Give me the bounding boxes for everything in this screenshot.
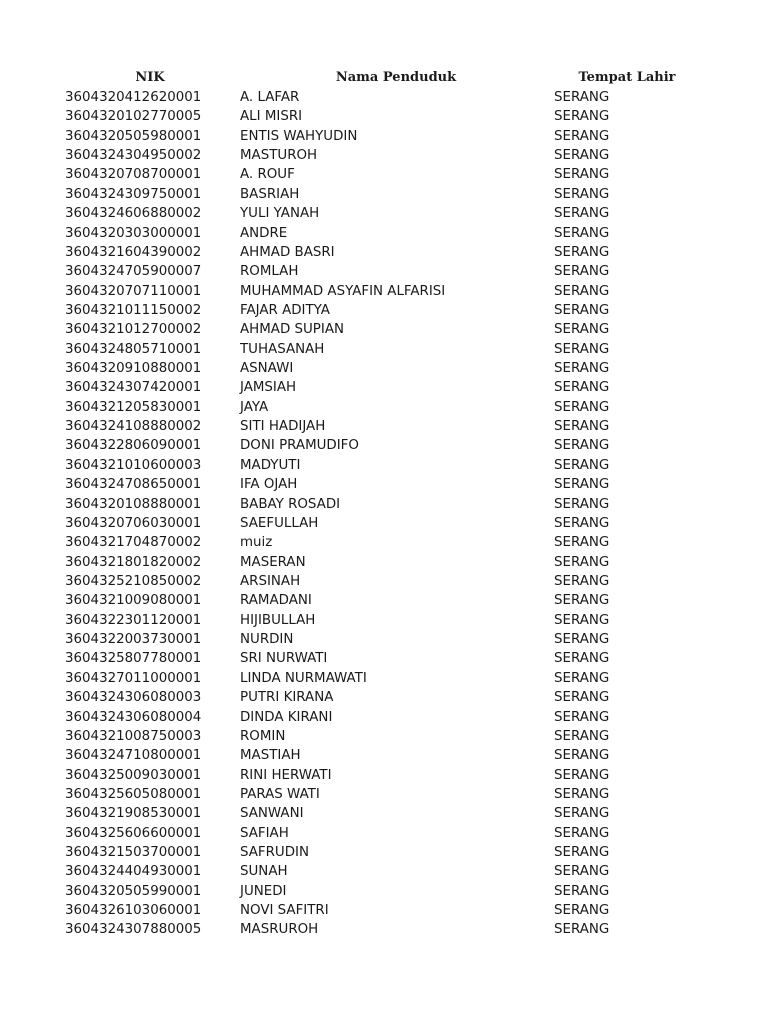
cell-tempat-lahir: SERANG bbox=[554, 109, 610, 125]
cell-nama-penduduk: JAMSIAH bbox=[240, 380, 297, 396]
resident-table bbox=[0, 68, 768, 940]
cell-nama-penduduk: YULI YANAH bbox=[240, 206, 320, 222]
cell-nama-penduduk: MADYUTI bbox=[240, 457, 301, 473]
cell-tempat-lahir: SERANG bbox=[554, 167, 610, 183]
table-row bbox=[0, 766, 768, 785]
cell-nama-penduduk: SANWANI bbox=[240, 806, 304, 822]
cell-nama-penduduk: BABAY ROSADI bbox=[240, 496, 341, 512]
table-body bbox=[0, 88, 768, 940]
table-row bbox=[0, 611, 768, 630]
cell-tempat-lahir: SERANG bbox=[554, 690, 610, 706]
cell-nik: 3604324307420001 bbox=[65, 380, 202, 396]
table-row bbox=[0, 359, 768, 378]
cell-tempat-lahir: SERANG bbox=[554, 90, 610, 105]
cell-tempat-lahir: SERANG bbox=[554, 632, 610, 648]
cell-nik: 3604320108880001 bbox=[65, 496, 202, 512]
cell-nama-penduduk: AHMAD SUPIAN bbox=[240, 322, 345, 338]
cell-nama-penduduk: RAMADANI bbox=[240, 593, 312, 609]
cell-tempat-lahir: SERANG bbox=[554, 883, 610, 899]
cell-nik: 3604324606880002 bbox=[65, 206, 202, 222]
cell-nik: 3604321205830001 bbox=[65, 399, 202, 415]
cell-nama-penduduk: SAFRUDIN bbox=[240, 845, 309, 861]
cell-tempat-lahir: SERANG bbox=[554, 361, 610, 377]
cell-nama-penduduk: SAFIAH bbox=[240, 825, 289, 841]
table-row bbox=[0, 708, 768, 727]
cell-nik: 3604320102770005 bbox=[65, 109, 202, 125]
cell-tempat-lahir: SERANG bbox=[554, 767, 610, 783]
cell-tempat-lahir: SERANG bbox=[554, 515, 610, 531]
cell-tempat-lahir: SERANG bbox=[554, 477, 610, 493]
cell-tempat-lahir: SERANG bbox=[554, 612, 610, 628]
cell-tempat-lahir: SERANG bbox=[554, 322, 610, 338]
table-row bbox=[0, 514, 768, 533]
cell-tempat-lahir: SERANG bbox=[554, 825, 610, 841]
cell-nik: 3604325606600001 bbox=[65, 825, 202, 841]
cell-nama-penduduk: A. ROUF bbox=[240, 167, 295, 183]
cell-tempat-lahir: SERANG bbox=[554, 264, 610, 280]
cell-tempat-lahir: SERANG bbox=[554, 206, 610, 222]
cell-tempat-lahir: SERANG bbox=[554, 922, 610, 938]
column-header-nik: NIK bbox=[135, 70, 165, 85]
cell-nik: 3604320505980001 bbox=[65, 128, 202, 144]
table-row bbox=[0, 282, 768, 301]
table-row bbox=[0, 804, 768, 823]
cell-nama-penduduk: FAJAR ADITYA bbox=[240, 302, 330, 318]
table-row bbox=[0, 417, 768, 436]
cell-nik: 3604327011000001 bbox=[65, 670, 202, 686]
cell-tempat-lahir: SERANG bbox=[554, 845, 610, 861]
cell-nama-penduduk: MASTUROH bbox=[240, 148, 318, 164]
table-row bbox=[0, 262, 768, 281]
cell-tempat-lahir: SERANG bbox=[554, 806, 610, 822]
cell-nama-penduduk: MASTIAH bbox=[240, 748, 301, 764]
cell-tempat-lahir: SERANG bbox=[554, 225, 610, 241]
cell-tempat-lahir: SERANG bbox=[554, 728, 610, 744]
cell-tempat-lahir: SERANG bbox=[554, 535, 610, 551]
cell-nama-penduduk: NOVI SAFITRI bbox=[240, 903, 329, 919]
cell-tempat-lahir: SERANG bbox=[554, 864, 610, 880]
cell-tempat-lahir: SERANG bbox=[554, 573, 610, 589]
table-row bbox=[0, 185, 768, 204]
cell-nama-penduduk: IFA OJAH bbox=[240, 477, 298, 493]
table-row bbox=[0, 533, 768, 552]
cell-nama-penduduk: A. LAFAR bbox=[240, 90, 300, 105]
cell-nik: 3604324108880002 bbox=[65, 419, 202, 435]
cell-tempat-lahir: SERANG bbox=[554, 380, 610, 396]
table-row bbox=[0, 572, 768, 591]
cell-nama-penduduk: PUTRI KIRANA bbox=[240, 690, 334, 706]
cell-nama-penduduk: NURDIN bbox=[240, 632, 294, 648]
cell-nik: 3604324710800001 bbox=[65, 748, 202, 764]
cell-nik: 3604324705900007 bbox=[65, 264, 202, 280]
cell-tempat-lahir: SERANG bbox=[554, 148, 610, 164]
cell-nik: 3604324307880005 bbox=[65, 922, 202, 938]
cell-nama-penduduk: ARSINAH bbox=[240, 573, 301, 589]
table-row bbox=[0, 398, 768, 417]
table-row bbox=[0, 649, 768, 668]
cell-nik: 3604320910880001 bbox=[65, 361, 202, 377]
table-row bbox=[0, 146, 768, 165]
cell-tempat-lahir: SERANG bbox=[554, 709, 610, 725]
cell-nik: 3604321010600003 bbox=[65, 457, 202, 473]
cell-nik: 3604320706030001 bbox=[65, 515, 202, 531]
cell-nik: 3604321908530001 bbox=[65, 806, 202, 822]
cell-nama-penduduk: JUNEDI bbox=[240, 883, 287, 899]
table-row bbox=[0, 127, 768, 146]
cell-nik: 3604321012700002 bbox=[65, 322, 202, 338]
cell-nama-penduduk: SUNAH bbox=[240, 864, 288, 880]
cell-nik: 3604320303000001 bbox=[65, 225, 202, 241]
table-header-row bbox=[0, 68, 768, 88]
cell-nik: 3604320412620001 bbox=[65, 90, 202, 105]
table-row bbox=[0, 107, 768, 126]
table-row bbox=[0, 340, 768, 359]
cell-nik: 3604325605080001 bbox=[65, 786, 202, 802]
table-row bbox=[0, 591, 768, 610]
cell-tempat-lahir: SERANG bbox=[554, 903, 610, 919]
cell-tempat-lahir: SERANG bbox=[554, 341, 610, 357]
table-row bbox=[0, 495, 768, 514]
cell-nik: 3604325210850002 bbox=[65, 573, 202, 589]
cell-nik: 3604322003730001 bbox=[65, 632, 202, 648]
cell-tempat-lahir: SERANG bbox=[554, 748, 610, 764]
table-row bbox=[0, 204, 768, 223]
cell-nik: 3604324805710001 bbox=[65, 341, 202, 357]
cell-nama-penduduk: BASRIAH bbox=[240, 186, 300, 202]
table-row bbox=[0, 243, 768, 262]
table-row bbox=[0, 378, 768, 397]
cell-tempat-lahir: SERANG bbox=[554, 786, 610, 802]
cell-nama-penduduk: ASNAWI bbox=[240, 361, 294, 377]
table-row bbox=[0, 475, 768, 494]
table-row bbox=[0, 630, 768, 649]
cell-nama-penduduk: ENTIS WAHYUDIN bbox=[240, 128, 358, 144]
table-row bbox=[0, 824, 768, 843]
cell-nama-penduduk: AHMAD BASRI bbox=[240, 244, 335, 260]
cell-tempat-lahir: SERANG bbox=[554, 186, 610, 202]
cell-nama-penduduk: SAEFULLAH bbox=[240, 515, 319, 531]
cell-nik: 3604324404930001 bbox=[65, 864, 202, 880]
cell-nik: 3604325807780001 bbox=[65, 651, 202, 667]
cell-tempat-lahir: SERANG bbox=[554, 651, 610, 667]
cell-nik: 3604321503700001 bbox=[65, 845, 202, 861]
table-row bbox=[0, 301, 768, 320]
cell-nama-penduduk: ROMLAH bbox=[240, 264, 299, 280]
table-row bbox=[0, 669, 768, 688]
table-row bbox=[0, 436, 768, 455]
cell-nama-penduduk: SRI NURWATI bbox=[240, 651, 328, 667]
cell-nama-penduduk: ROMIN bbox=[240, 728, 286, 744]
cell-nik: 3604321009080001 bbox=[65, 593, 202, 609]
cell-nama-penduduk: RINI HERWATI bbox=[240, 767, 332, 783]
cell-nik: 3604324306080004 bbox=[65, 709, 202, 725]
cell-nik: 3604324708650001 bbox=[65, 477, 202, 493]
cell-nama-penduduk: JAYA bbox=[240, 399, 269, 415]
cell-tempat-lahir: SERANG bbox=[554, 244, 610, 260]
cell-tempat-lahir: SERANG bbox=[554, 457, 610, 473]
table-row bbox=[0, 165, 768, 184]
table-row bbox=[0, 862, 768, 881]
cell-tempat-lahir: SERANG bbox=[554, 399, 610, 415]
cell-nama-penduduk: DINDA KIRANI bbox=[240, 709, 333, 725]
cell-nik: 3604321704870002 bbox=[65, 535, 202, 551]
cell-nama-penduduk: SITI HADIJAH bbox=[240, 419, 326, 435]
cell-tempat-lahir: SERANG bbox=[554, 496, 610, 512]
cell-tempat-lahir: SERANG bbox=[554, 554, 610, 570]
table-row bbox=[0, 785, 768, 804]
cell-tempat-lahir: SERANG bbox=[554, 283, 610, 299]
cell-nik: 3604321008750003 bbox=[65, 728, 202, 744]
cell-nik: 3604322301120001 bbox=[65, 612, 202, 628]
cell-nik: 3604321011150002 bbox=[65, 302, 202, 318]
table-row bbox=[0, 901, 768, 920]
cell-nik: 3604324309750001 bbox=[65, 186, 202, 202]
cell-nik: 3604326103060001 bbox=[65, 903, 202, 919]
cell-nama-penduduk: muiz bbox=[240, 535, 273, 551]
cell-nik: 3604320708700001 bbox=[65, 167, 202, 183]
cell-nama-penduduk: MUHAMMAD ASYAFIN ALFARISI bbox=[240, 283, 446, 299]
cell-nama-penduduk: MASERAN bbox=[240, 554, 306, 570]
cell-nama-penduduk: LINDA NURMAWATI bbox=[240, 670, 367, 686]
cell-tempat-lahir: SERANG bbox=[554, 419, 610, 435]
table-row bbox=[0, 456, 768, 475]
cell-nik: 3604325009030001 bbox=[65, 767, 202, 783]
table-row bbox=[0, 224, 768, 243]
cell-nik: 3604321604390002 bbox=[65, 244, 202, 260]
cell-tempat-lahir: SERANG bbox=[554, 670, 610, 686]
table-row bbox=[0, 727, 768, 746]
table-row bbox=[0, 843, 768, 862]
cell-nik: 3604322806090001 bbox=[65, 438, 202, 454]
cell-nama-penduduk: ALI MISRI bbox=[240, 109, 303, 125]
cell-nik: 3604320707110001 bbox=[65, 283, 202, 299]
table-row bbox=[0, 88, 768, 107]
table-row bbox=[0, 920, 768, 939]
cell-nama-penduduk: DONI PRAMUDIFO bbox=[240, 438, 359, 454]
cell-nik: 3604321801820002 bbox=[65, 554, 202, 570]
table-row bbox=[0, 553, 768, 572]
cell-nama-penduduk: MASRUROH bbox=[240, 922, 319, 938]
table-row bbox=[0, 882, 768, 901]
cell-tempat-lahir: SERANG bbox=[554, 128, 610, 144]
cell-tempat-lahir: SERANG bbox=[554, 302, 610, 318]
column-header-nama-penduduk: Nama Penduduk bbox=[335, 70, 457, 85]
column-header-tempat-lahir: Tempat Lahir bbox=[578, 70, 676, 85]
cell-nik: 3604324306080003 bbox=[65, 690, 202, 706]
table-row bbox=[0, 746, 768, 765]
table-row bbox=[0, 688, 768, 707]
cell-nik: 3604320505990001 bbox=[65, 883, 202, 899]
cell-nik: 3604324304950002 bbox=[65, 148, 202, 164]
cell-nama-penduduk: PARAS WATI bbox=[240, 786, 320, 802]
table-row bbox=[0, 320, 768, 339]
cell-tempat-lahir: SERANG bbox=[554, 593, 610, 609]
cell-tempat-lahir: SERANG bbox=[554, 438, 610, 454]
cell-nama-penduduk: ANDRE bbox=[240, 225, 288, 241]
cell-nama-penduduk: TUHASANAH bbox=[240, 341, 325, 357]
cell-nama-penduduk: HIJIBULLAH bbox=[240, 612, 316, 628]
